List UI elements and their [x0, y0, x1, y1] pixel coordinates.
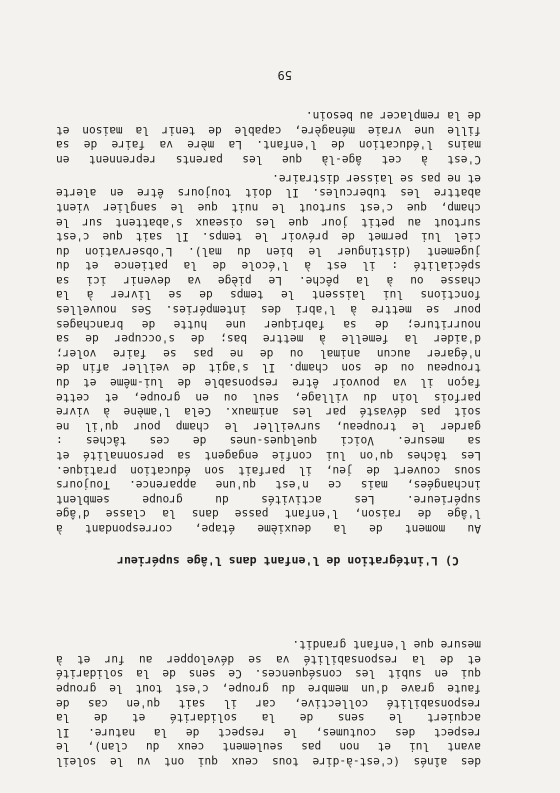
text-line: fille une vraie ménagère, capable de tenir la maison et: [56, 123, 481, 137]
text-line: champ, que c'est surtout le nuit que le sanglier vient: [56, 200, 481, 214]
paragraph-3: [56, 108, 481, 166]
text-line: chasse ou à la pêche. Le piège va devenir ici sa: [56, 273, 481, 287]
text-line: sous couvert de jeu, il parfait son éducation pratique.: [56, 463, 481, 477]
text-line: nourriture; de sa fabriquer une hutte de branchages: [56, 317, 481, 331]
text-line: d'aider la femelle à mettre bas; de s'occuper de sa: [56, 332, 481, 346]
page-number: 59: [277, 68, 292, 82]
text-line: l'âge de raison, l'enfant passe dans la classe d'âge: [56, 507, 481, 521]
text-line: mesure que l'enfant grandit.: [292, 638, 481, 652]
text-line: mains l'éducation de l'enfant. La mère va faire de sa: [56, 138, 481, 152]
text-line: façon il va pouvoir être responsable de lui-même et du: [56, 376, 481, 390]
text-line: acquiert le sens de la solidarité et de la: [56, 711, 481, 725]
text-line: faute grave d'un membre du groupe, c'est tout le groupe: [56, 682, 481, 696]
text-line: parfois loin du village, seul ou en groupe, et cette: [56, 390, 481, 404]
text-line: Au moment de la deuxième étape, correspondant à: [56, 522, 481, 535]
text-line: supérieure. Les activités du groupe semblent: [56, 492, 481, 506]
paragraph-1: [56, 637, 481, 768]
text-line: n'égarer aucun animal ou de ne pas se faire voler;: [56, 346, 481, 360]
text-line: avant lui et non pas seulement ceux du clan), le: [56, 740, 481, 754]
text-line: fonctions lui laissent le temps de se livrer à la: [56, 288, 481, 302]
text-line: responsabilité collective, car il sait qu'en cas de: [56, 696, 481, 710]
text-line: qui en subit les conséquences. Ce sens de la solidarité: [56, 667, 481, 681]
text-line: surtout au petit jour que les oiseaux s'abattent sur le: [56, 215, 481, 229]
text-line: troupeau ou de son champ. Il s'agit de veiller afin de: [56, 361, 481, 375]
text-line: abattre les tubercules. Il doit toujours être en alerte: [56, 186, 481, 200]
text-line: ciel lui permet de prévoir le temps. Il sait que c'est: [56, 230, 481, 244]
text-line: sa mesure. Voici quelques-unes de ces tâches :: [56, 434, 481, 448]
text-line: Les tâches qu'on lui confie engagent sa personnalité et: [56, 449, 481, 463]
text-line: pour se mettre à l'abri des intempéries. Ses nouvelles: [56, 303, 481, 317]
text-line: inchangées, mais ce n'est qu'une apparence. Toujours: [56, 478, 481, 492]
text-line: respect des coutumes, le respect de la nature. Il: [56, 725, 481, 739]
text-line: C'est à cet âge-là que les parents reprennent en: [56, 153, 481, 166]
text-line: et de la responsabilité va se développer au fur et à: [56, 652, 481, 666]
text-line: et ne pas se laisser distraire.: [272, 171, 481, 185]
text-line: spécialité : il est à l'école de la patience et du: [56, 259, 481, 273]
text-line: des aînés (c'est-à-dire tous ceux qui ont vu le soleil: [56, 755, 481, 768]
text-line: garder le troupeau, surveiller le champ pour qu'il ne: [56, 419, 481, 433]
text-line: soit pas dévasté par les animaux. Cela l'amène à vivre: [56, 405, 481, 419]
text-line: jugement (distinguer le bien du mal). L'observation du: [56, 244, 481, 258]
paragraph-2: [56, 170, 481, 535]
section-heading: C) L'intégration de l'enfant dans l'âge supérieur: [116, 554, 459, 568]
text-line: de la remplacer au besoin.: [305, 109, 481, 123]
